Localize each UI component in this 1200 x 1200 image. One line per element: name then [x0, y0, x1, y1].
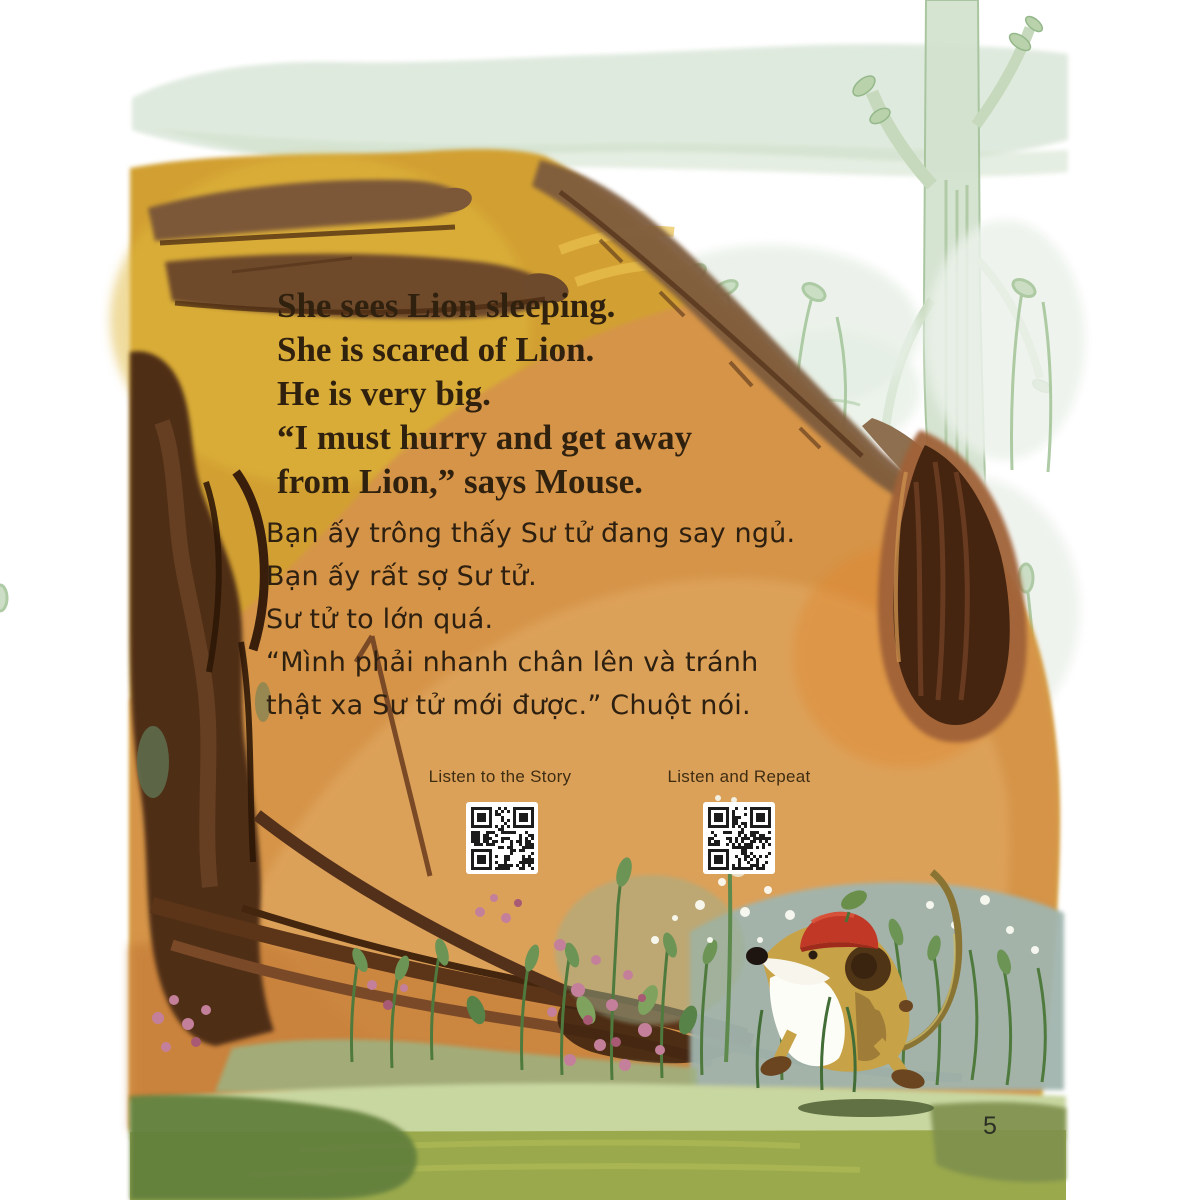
vietnamese-line: thật xa Sư tử mới được.” Chuột nói. [266, 690, 751, 721]
vietnamese-line: Bạn ấy trông thấy Sư tử đang say ngủ. [266, 518, 796, 549]
qr-code-repeat-icon [703, 802, 775, 874]
english-line: “I must hurry and get away [277, 418, 693, 457]
qr-code-story-icon [466, 802, 538, 874]
vietnamese-line: Bạn ấy rất sợ Sư tử. [266, 561, 537, 592]
listen-story-label: Listen to the Story [428, 767, 572, 786]
page-number: 5 [983, 1112, 997, 1140]
listen-repeat-label: Listen and Repeat [667, 767, 811, 786]
english-line: He is very big. [277, 374, 491, 413]
english-line: She sees Lion sleeping. [277, 286, 616, 325]
vietnamese-line: “Mình phải nhanh chân lên và tránh [266, 647, 759, 678]
english-line: She is scared of Lion. [277, 330, 595, 369]
story-text-english [277, 284, 692, 504]
story-text-vietnamese [266, 512, 795, 727]
vietnamese-line: Sư tử to lớn quá. [266, 604, 494, 635]
english-line: from Lion,” says Mouse. [277, 462, 643, 501]
